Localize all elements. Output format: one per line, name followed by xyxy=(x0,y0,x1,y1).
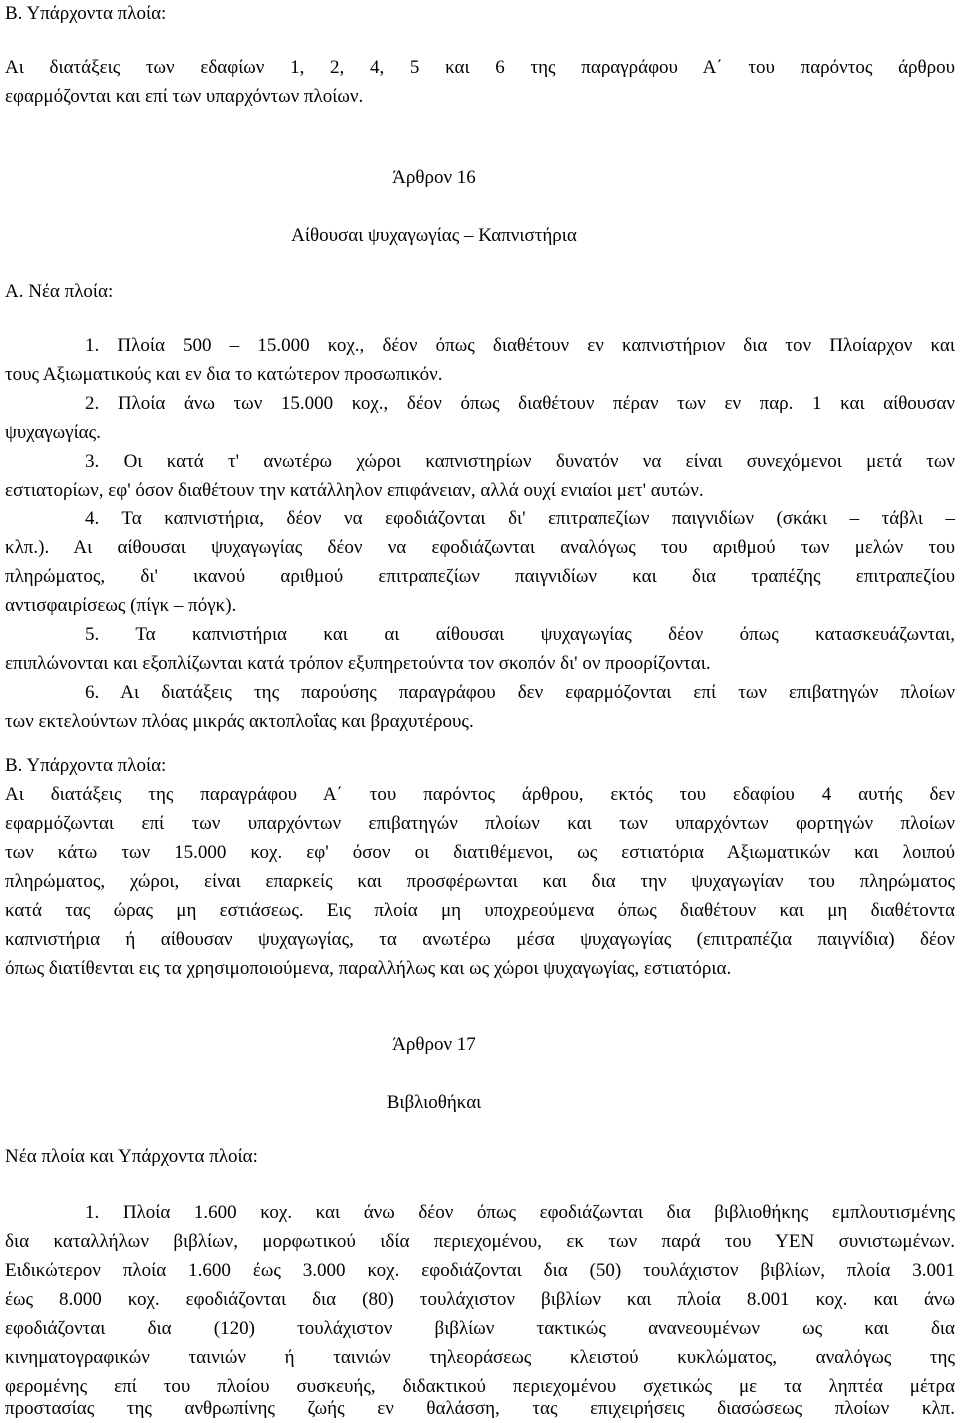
paragraph-line: δια καταλλήλων βιβλίων, μορφωτικού ιδία περιεχομένου, εκ των παρά του ΥΕΝ συνιστωμένων. xyxy=(5,1231,955,1252)
paragraph-line: τους Αξιωματικούς και εν δια το κατώτερον προσωπικόν. xyxy=(5,364,443,385)
paragraph-line: πληρώματος, χώροι, είναι επαρκείς και προσφέρωνται και δια την ψυχαγωγίαν του πληρώματος xyxy=(5,871,955,892)
paragraph-line: 4. Τα καπνιστήρια, δέον να εφοδιάζονται δι' επιτραπεζίων παιγνιδίων (σκάκι – τάβλι – xyxy=(85,508,955,529)
new-and-existing-ships-heading: Νέα πλοία και Υπάρχοντα πλοία: xyxy=(5,1146,258,1167)
paragraph-line: ψυχαγωγίας. xyxy=(5,422,101,443)
paragraph-line: κατά τας ώρας μη εστιάσεως. Εις πλοία μη υποχρεούμενα όπως διαθέτουν και μη διαθέτοντα xyxy=(5,900,955,921)
paragraph-line: 3. Οι κατά τ' ανωτέρω χώροι καπνιστηρίων δυνατόν να είναι συνεχόμενοι μετά των xyxy=(85,451,955,472)
paragraph-line: όπως διατίθενται εις τα χρησιμοποιούμενα, παραλλήλως και ως χώροι ψυχαγωγίας, εστιατόρια. xyxy=(5,958,732,979)
section-b-heading: Β. Υπάρχοντα πλοία: xyxy=(5,3,167,24)
paragraph-line: Αι διατάξεις των εδαφίων 1, 2, 4, 5 και 6 της παραγράφου Α΄ του παρόντος άρθρου xyxy=(5,57,955,78)
paragraph-line: 1. Πλοία 500 – 15.000 κοχ., δέον όπως διαθέτουν εν καπνιστήριον δια τον Πλοίαρχον και xyxy=(85,335,955,356)
paragraph-line: καπνιστήρια ή αίθουσαν ψυχαγωγίας, τα ανωτέρω μέσα ψυχαγωγίας (επιτραπέζια παιγνίδια) δέον xyxy=(5,929,955,950)
paragraph-line: των κάτω των 15.000 κοχ. εφ' όσον οι διατιθέμενοι, ως εστιατόρια Αξιωματικών και λοιπού xyxy=(5,842,955,863)
paragraph-line: Ειδικώτερον πλοία 1.600 έως 3.000 κοχ. εφοδιάζονται δια (50) τουλάχιστον βιβλίων, πλοία 3.001 xyxy=(5,1260,955,1281)
paragraph-line: των εκτελούντων πλόας μικράς ακτοπλοΐας και βραχυτέρους. xyxy=(5,711,474,732)
paragraph-line: έως 8.000 κοχ. εφοδιάζονται δια (80) τουλάχιστον βιβλίων και πλοία 8.001 κοχ. και άνω xyxy=(5,1289,955,1310)
paragraph-line: 6. Αι διατάξεις της παρούσης παραγράφου δεν εφαρμόζονται επί των επιβατηγών πλοίων xyxy=(85,682,955,703)
paragraph-line: επιπλώνονται και εξοπλίζωνται κατά τρόπον εξυπηρετούντα τον σκοπόν δι' ον προορίζονται. xyxy=(5,653,711,674)
paragraph-line: φερομένης επί του πλοίου συσκευής, διδακτικού περιεχομένου σχετικώς με τα ληπτέα μέτρα xyxy=(5,1376,955,1397)
article-17-subtitle: Βιβλιοθήκαι xyxy=(386,1092,482,1113)
paragraph-line: κλπ.). Αι αίθουσαι ψυχαγωγίας δέον να εφοδιάζωνται αναλόγως του αριθμού των μελών του xyxy=(5,537,955,558)
paragraph-line: Αι διατάξεις της παραγράφου Α΄ του παρόντος άρθρου, εκτός του εδαφίου 4 αυτής δεν xyxy=(5,784,955,805)
paragraph-line: εστιατορίων, εφ' όσον διαθέτουν την κατάλληλον επιφάνειαν, αλλά ουχί ενιαίοι μετ' αυτών. xyxy=(5,480,704,501)
paragraph-line: προστασίας της ανθρωπίνης ζωής εν θαλάσση, τας επιχειρήσεις διασώσεως πλοίων κλπ. xyxy=(5,1398,955,1419)
new-ships-heading: Α. Νέα πλοία: xyxy=(5,281,114,302)
paragraph-line: 2. Πλοία άνω των 15.000 κοχ., δέον όπως διαθέτουν πέραν των εν παρ. 1 και αίθουσαν xyxy=(85,393,955,414)
article-17-title: Άρθρον 17 xyxy=(392,1034,476,1055)
paragraph-line: κινηματογραφικών ταινιών ή ταινιών τηλεοράσεως κλειστού κυκλώματος, αναλόγως της xyxy=(5,1347,955,1368)
article-16-subtitle: Αίθουσαι ψυχαγωγίας – Καπνιστήρια xyxy=(291,225,577,246)
article-16-title: Άρθρον 16 xyxy=(392,167,476,188)
paragraph-line: εφαρμόζωνται επί των υπαρχόντων επιβατηγών πλοίων και των υπαρχόντων φορτηγών πλοίων xyxy=(5,813,955,834)
paragraph-line: εφοδιάζονται δια (120) τουλάχιστον βιβλίων τακτικώς ανανεουμένων ως και δια xyxy=(5,1318,955,1339)
existing-ships-heading: Β. Υπάρχοντα πλοία: xyxy=(5,755,167,776)
paragraph-line: 1. Πλοία 1.600 κοχ. και άνω δέον όπως εφοδιάζωνται δια βιβλιοθήκης εμπλουτισμένης xyxy=(85,1202,955,1223)
paragraph-line: 5. Τα καπνιστήρια και αι αίθουσαι ψυχαγωγίας δέον όπως κατασκευάζωνται, xyxy=(85,624,955,645)
paragraph-line: αντισφαιρίσεως (πίγκ – πόγκ). xyxy=(5,595,237,616)
paragraph-line: πληρώματος, δι' ικανού αριθμού επιτραπεζίων παιγνιδίων και δια τραπέζης επιτραπεζίου xyxy=(5,566,955,587)
paragraph-line: εφαρμόζονται και επί των υπαρχόντων πλοίων. xyxy=(5,86,364,107)
